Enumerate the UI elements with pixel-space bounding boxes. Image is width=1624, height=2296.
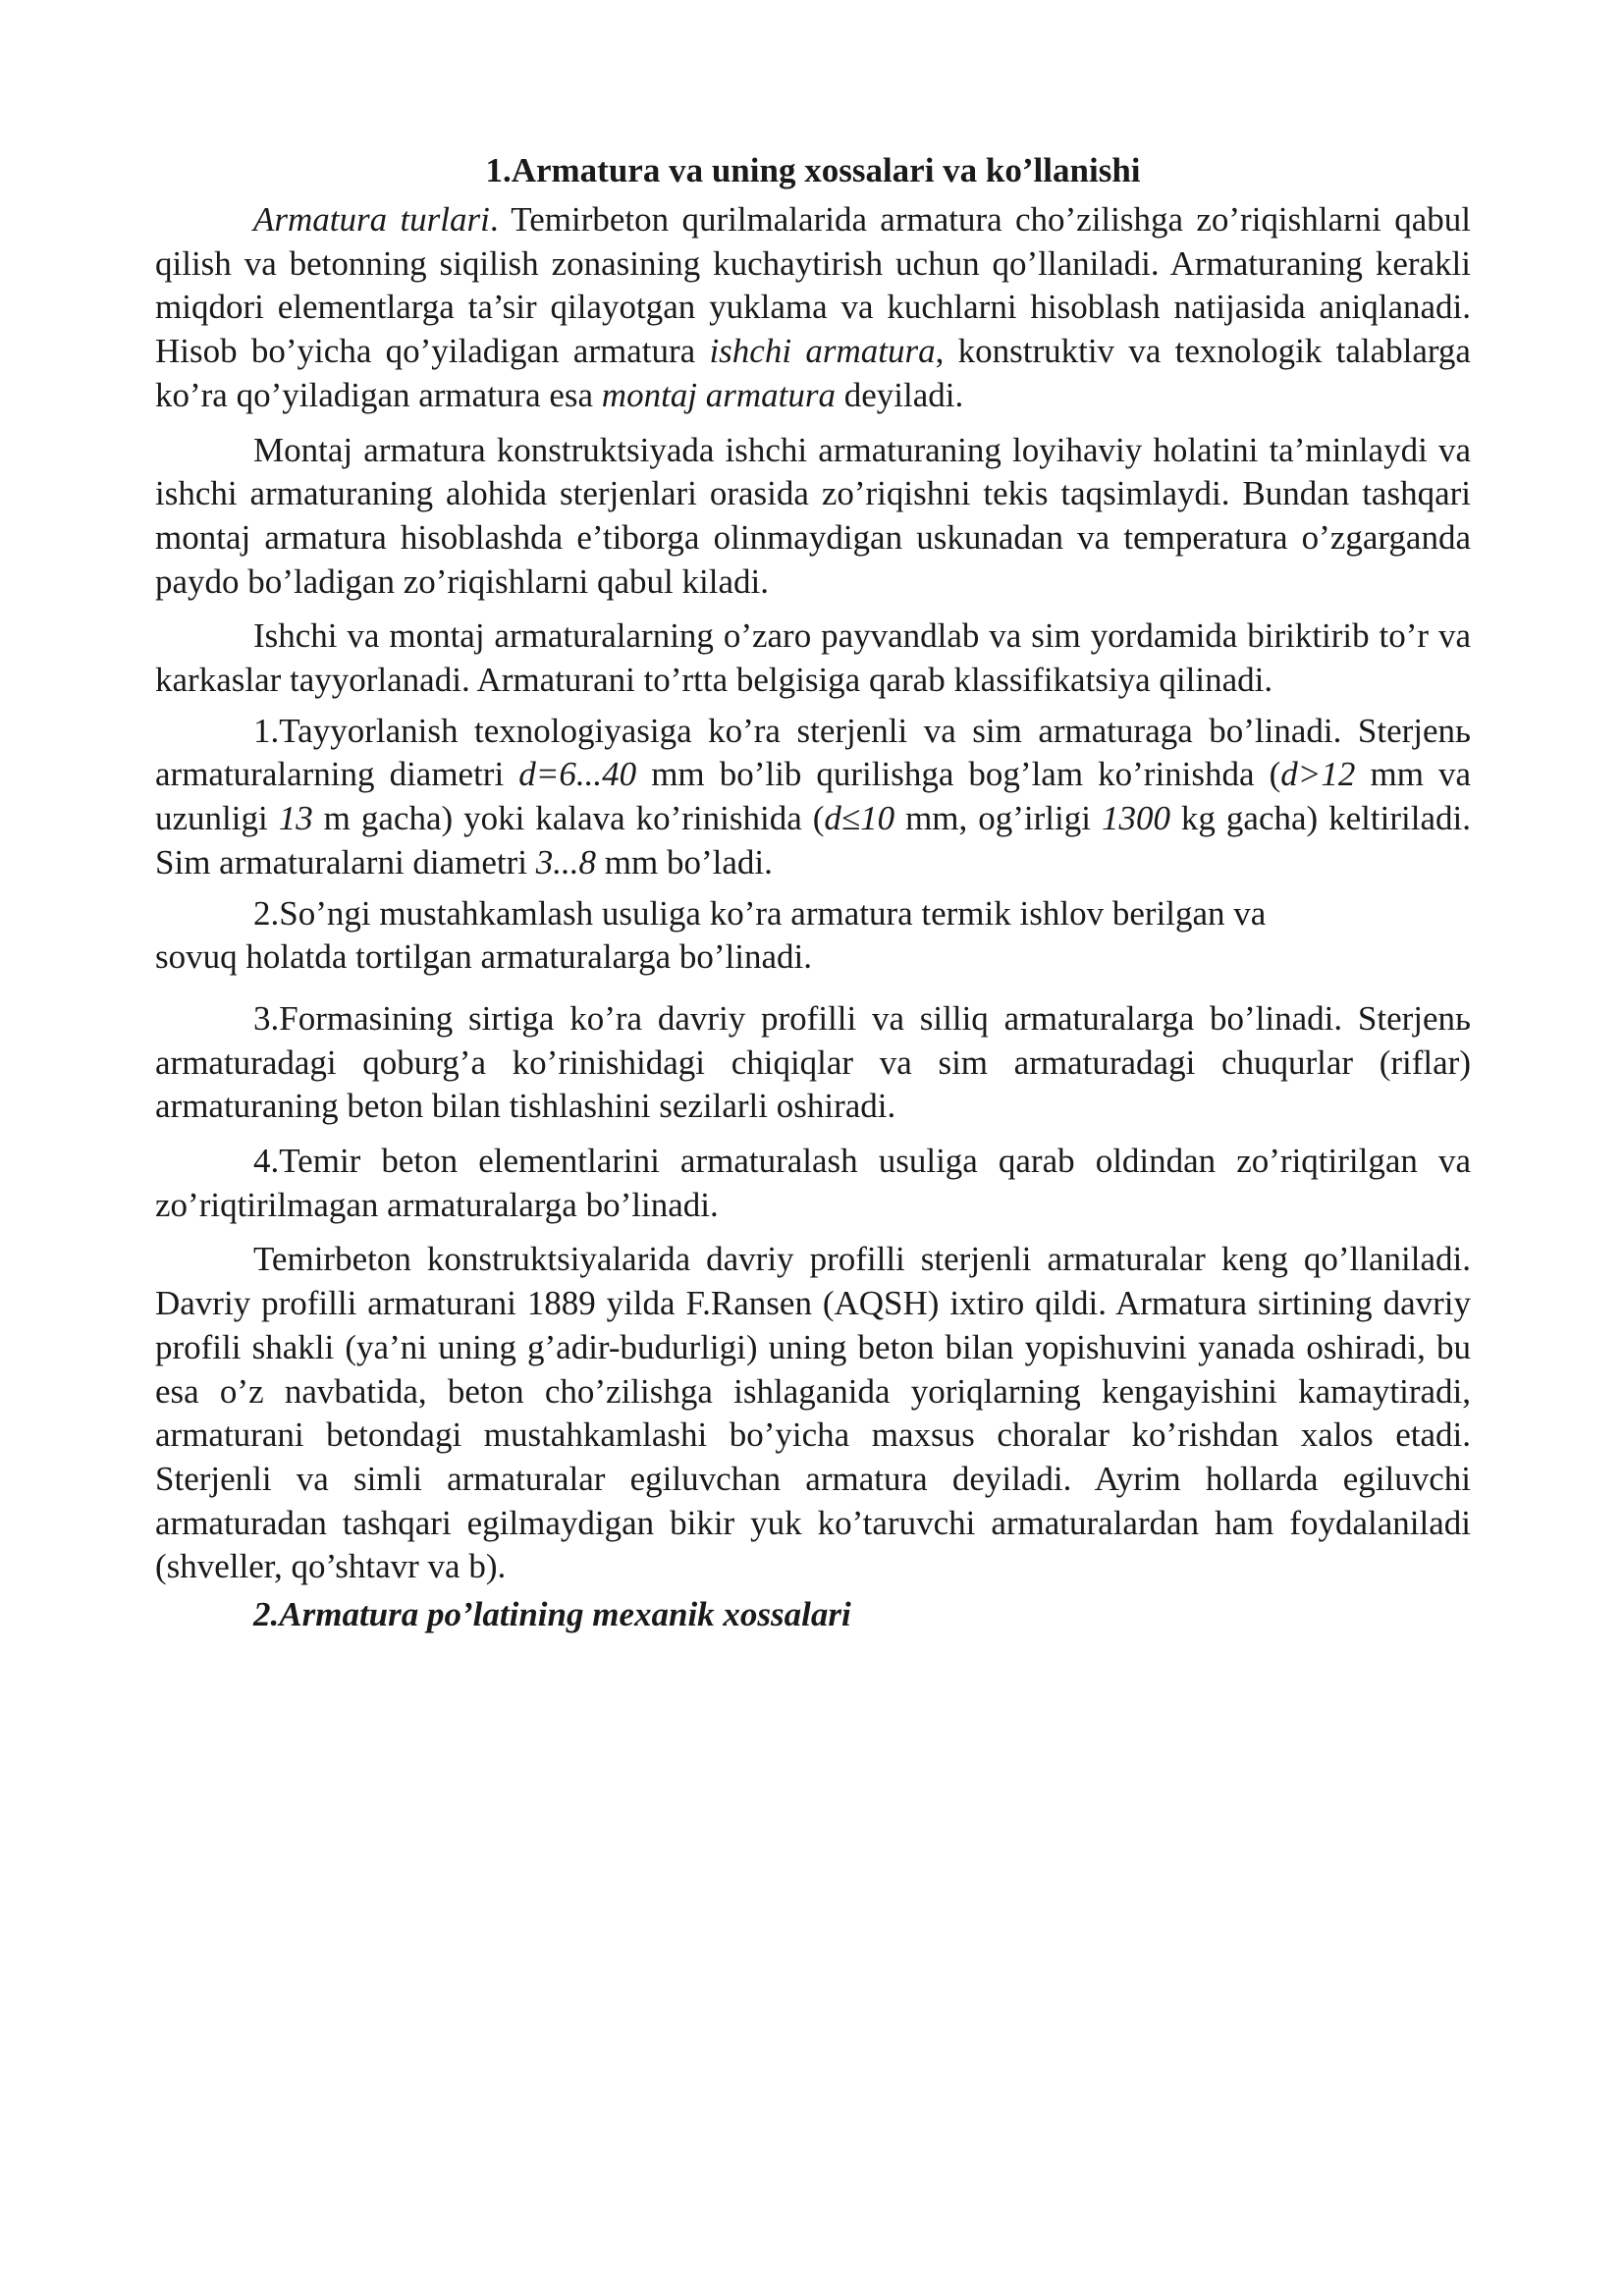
paragraph-item-2: 2.So’ngi mustahkamlash usuliga ko’ra armatura termik ishlov berilgan va sovuq holatda tortilgan armaturalarga bo’linadi.	[155, 893, 1267, 977]
paragraph-ishchi-montaj: Ishchi va montaj armaturalarning o’zaro payvandlab va sim yordamida biriktirib to’r va karkaslar tayyorlanadi. Armaturani to’rtta belgisiga qarab klassifikatsiya qilinadi.	[155, 616, 1471, 700]
paragraph-davriy-profil: Temirbeton konstruktsiyalarida davriy profilli sterjenli armaturalar keng qo’llaniladi. Davriy profilli armaturani 1889 yilda F.Ransen (AQSH) ixtiro qildi. Armatura sirtining davriy profili shakli (ya’ni uning g’adir-budurligi) uning beton bilan yopishuvini yanada oshiradi, bu esa o’z navbatida, beton cho’zilishga ishlaganida yoriqlarning kengayishini kamaytiradi, armaturani betondagi mustahkamlashi bo’yicha maxsus choralar ko’rishdan xalos etadi. Sterjenli va simli armaturalar egiluvchan armatura deyiladi. Ayrim hollarda egiluvchi armaturadan tashqari egilmaydigan bikir yuk ko’taruvchi armaturalardan ham foydalaniladi (shveller, qo’shtavr va b).	[155, 1240, 1471, 1586]
document-page	[155, 147, 1471, 1637]
section-title: 1.Armatura va uning xossalari va ko’llanishi	[485, 151, 1141, 189]
section-subtitle: 2.Armatura po’latining mexanik xossalari	[253, 1595, 851, 1634]
paragraph-montaj: Montaj armatura konstruktsiyada ishchi armaturaning loyihaviy holatini ta’minlaydi va ishchi armaturaning alohida sterjenlari orasida zo’riqishni tekis taqsimlaydi. Bundan tashqari montaj armatura hisoblashda e’tiborga olinmaydigan uskunadan va temperatura o’zgarganda paydo bo’ladigan zo’riqishlarni qabul kiladi.	[155, 430, 1471, 601]
paragraph-item-1: 1.Tayyorlanish texnologiyasiga ko’ra sterjenli va sim armaturaga bo’linadi. Sterjenь armaturalarning diametri d=6...40 mm bo’lib qurilishga bog’lam ko’rinishda (d>12 mm va uzunligi 13 m gacha) yoki kalava ko’rinishida (d≤10 mm, og’irligi 1300 kg gacha) keltiriladi. Sim armaturalarni diametri 3...8 mm bo’ladi.	[155, 711, 1472, 881]
paragraph-armatura-turlari: Armatura turlari. Temirbeton qurilmalarida armatura cho’zilishga zo’riqishlarni qabul qilish va betonning siqilish zonasining kuchaytirish uchun qo’llaniladi. Armaturaning kerakli miqdori elementlarga ta’sir qilayotgan yuklama va kuchlarni hisoblash natijasida aniqlanadi. Hisob bo’yicha qo’yiladigan armatura ishchi armatura, konstruktiv va texnologik talablarga ko’ra qo’yiladigan armatura esa montaj armatura deyiladi.	[155, 200, 1471, 414]
term-montaj-armatura: montaj armatura	[601, 375, 837, 414]
lead-term: Armatura turlari	[253, 200, 490, 239]
term-ishchi-armatura: ishchi armatura	[709, 332, 936, 371]
paragraph-item-4: 4.Temir beton elementlarini armaturalash usuliga qarab oldindan zo’riqtirilgan va zo’riqtirilmagan armaturalarga bo’linadi.	[155, 1142, 1471, 1224]
paragraph-item-3: 3.Formasining sirtiga ko’ra davriy profilli va silliq armaturalarga bo’linadi. Sterjenь armaturadagi qoburg’a ko’rinishidagi chiqiqlar va sim armaturadagi chuqurlar (riflar) armaturaning beton bilan tishlashini sezilarli oshiradi.	[155, 998, 1471, 1126]
